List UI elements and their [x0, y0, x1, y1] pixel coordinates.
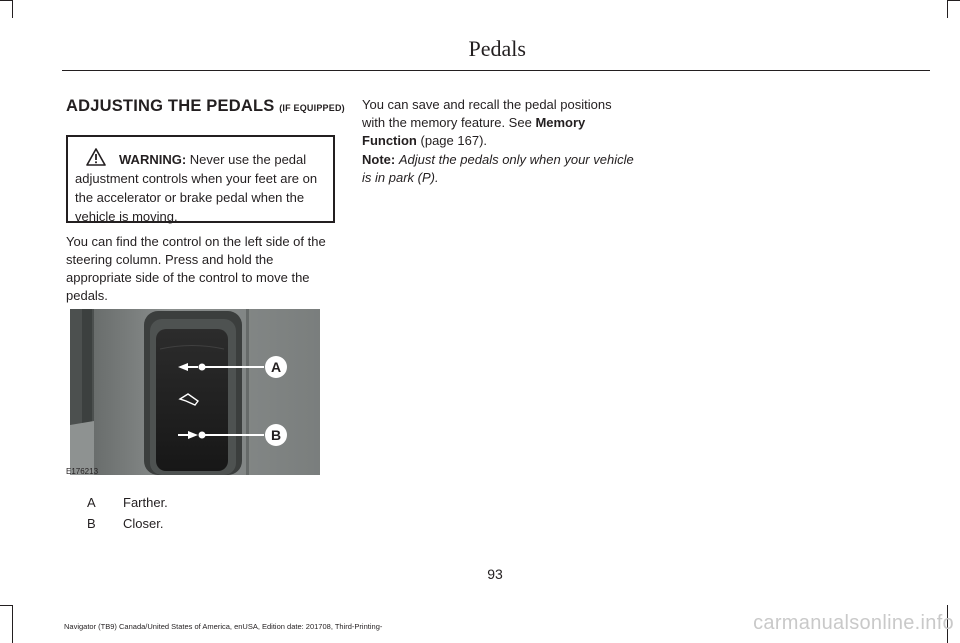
crop-mark — [947, 0, 948, 18]
legend-letter-a: A — [87, 495, 96, 510]
page-header-title: Pedals — [468, 36, 526, 61]
legend-letter-b: B — [87, 516, 96, 531]
legend-text-b: Closer. — [123, 516, 164, 531]
crop-mark — [947, 0, 960, 1]
memory-function-link[interactable]: Memory Function — [362, 115, 586, 148]
footer-edition: Navigator (TB9) Canada/United States of America, enUSA, Edition date: 201708, Third-Printing- — [64, 622, 383, 631]
legend-text-a: Farther. — [123, 495, 168, 510]
memory-paragraph — [362, 96, 637, 150]
note-text: Adjust the pedals only when your vehicle is in park (P). — [362, 152, 634, 185]
figure-code: E176213 — [66, 467, 99, 476]
memory-page-ref: (page 167). — [420, 133, 488, 148]
pedal-control-illustration — [70, 309, 320, 475]
crop-mark — [12, 0, 13, 18]
callout-a-label: A — [270, 359, 282, 375]
section-qualifier: (IF EQUIPPED) — [279, 103, 345, 113]
warning-text: Never use the pedal adjustment controls when your feet are on the accelerator or brake pedal when the vehicle is moving. — [75, 152, 318, 224]
crop-mark — [0, 605, 12, 606]
callout-b-label: B — [270, 427, 282, 443]
memory-text: You can save and recall the pedal positions with the memory feature. See — [362, 97, 612, 130]
left-paragraph: You can find the control on the left side of the steering column. Press and hold the appropriate side of the control to move the pedals. — [66, 234, 326, 303]
warning-label: WARNING: — [119, 152, 187, 167]
note-label: Note: — [362, 152, 396, 167]
note-paragraph — [362, 151, 637, 187]
header-rule — [62, 70, 930, 71]
crop-mark — [0, 0, 12, 1]
section-title-text: ADJUSTING THE PEDALS — [66, 97, 275, 115]
crop-mark — [12, 605, 13, 643]
section-title — [66, 97, 345, 116]
page-number: 93 — [487, 566, 503, 582]
warning-triangle-icon — [86, 148, 106, 166]
warning-box — [66, 135, 335, 223]
watermark: carmanualsonline.info — [753, 612, 954, 634]
pedal-control-figure — [70, 309, 320, 475]
